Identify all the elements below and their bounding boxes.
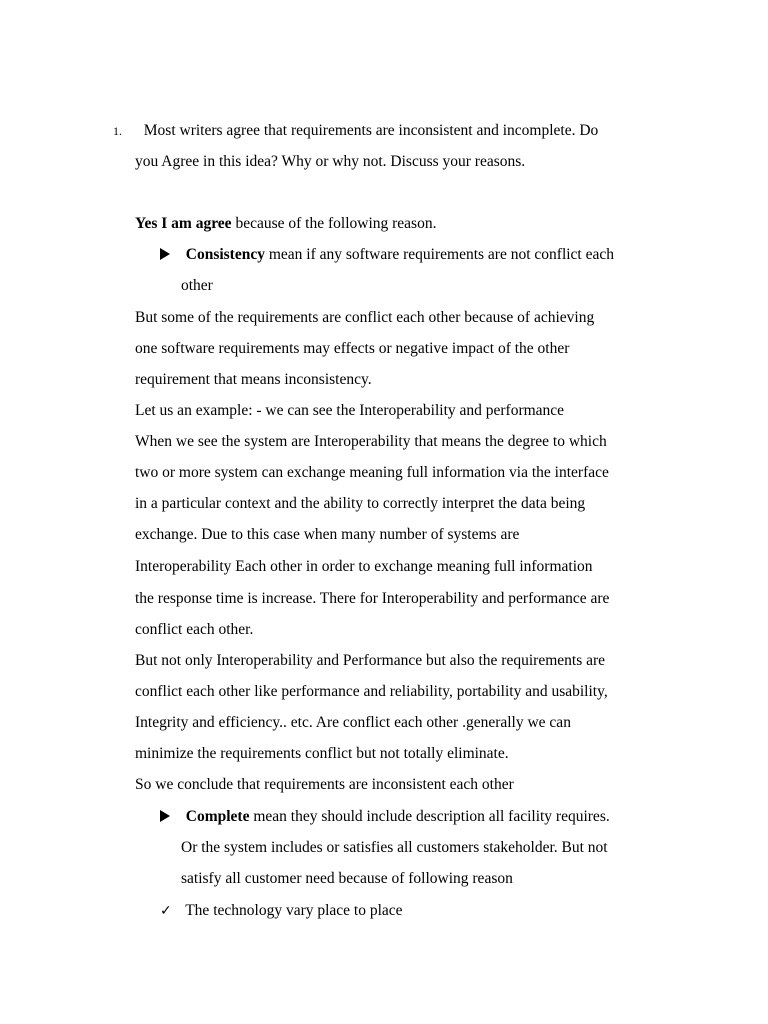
agree-rest-text: because of the following reason. <box>231 215 437 232</box>
paragraph-line: Let us an example: - we can see the Interoperability and performance <box>135 402 565 419</box>
paragraph-line: So we conclude that requirements are inconsistent each other <box>135 776 514 793</box>
consistency-line-2: other <box>181 277 213 294</box>
paragraph-line: exchange. Due to this case when many number of systems are <box>135 526 520 543</box>
question-line-1 <box>113 121 598 141</box>
checkmark-icon: ✓ <box>160 903 172 919</box>
paragraph-line: requirement that means inconsistency. <box>135 371 372 388</box>
complete-bold-text: Complete <box>185 808 250 825</box>
complete-rest-text: mean they should include description all facility requires. <box>249 808 610 825</box>
question-line-2: you Agree in this idea? Why or why not. Discuss your reasons. <box>135 153 526 170</box>
paragraph-line: Integrity and efficiency.. etc. Are conflict each other .generally we can <box>135 714 571 731</box>
paragraph-line: in a particular context and the ability to correctly interpret the data being <box>135 495 586 512</box>
consistency-bold-text: Consistency <box>185 246 265 263</box>
arrow-bullet-icon <box>160 248 170 260</box>
consistency-bullet-line <box>160 245 614 265</box>
paragraph-line: conflict each other. <box>135 621 254 638</box>
check-bullet-line <box>160 901 403 921</box>
paragraph-line: But some of the requirements are conflict each other because of achieving <box>135 309 595 326</box>
paragraph-line: conflict each other like performance and reliability, portability and usability, <box>135 683 608 700</box>
paragraph-line: But not only Interoperability and Performance but also the requirements are <box>135 652 606 669</box>
check-item-text: The technology vary place to place <box>185 902 403 919</box>
complete-line-3: satisfy all customer need because of following reason <box>181 870 513 887</box>
paragraph-line: minimize the requirements conflict but not totally eliminate. <box>135 745 509 762</box>
paragraph-line: two or more system can exchange meaning full information via the interface <box>135 464 609 481</box>
paragraph-line: one software requirements may effects or negative impact of the other <box>135 340 570 357</box>
arrow-bullet-icon <box>160 810 170 822</box>
agree-bold-text: Yes I am agree <box>135 215 232 232</box>
complete-line-2: Or the system includes or satisfies all customers stakeholder. But not <box>181 839 608 856</box>
paragraph-line: When we see the system are Interoperability that means the degree to which <box>135 433 607 450</box>
agree-line <box>135 214 436 234</box>
complete-bullet-line <box>160 807 610 827</box>
question-number: 1. <box>113 124 122 138</box>
paragraph-line: the response time is increase. There for Interoperability and performance are <box>135 590 610 607</box>
question-text-1: Most writers agree that requirements are inconsistent and incomplete. Do <box>143 122 599 139</box>
consistency-rest-text: mean if any software requirements are not conflict each <box>264 246 615 263</box>
paragraph-line: Interoperability Each other in order to exchange meaning full information <box>135 558 593 575</box>
